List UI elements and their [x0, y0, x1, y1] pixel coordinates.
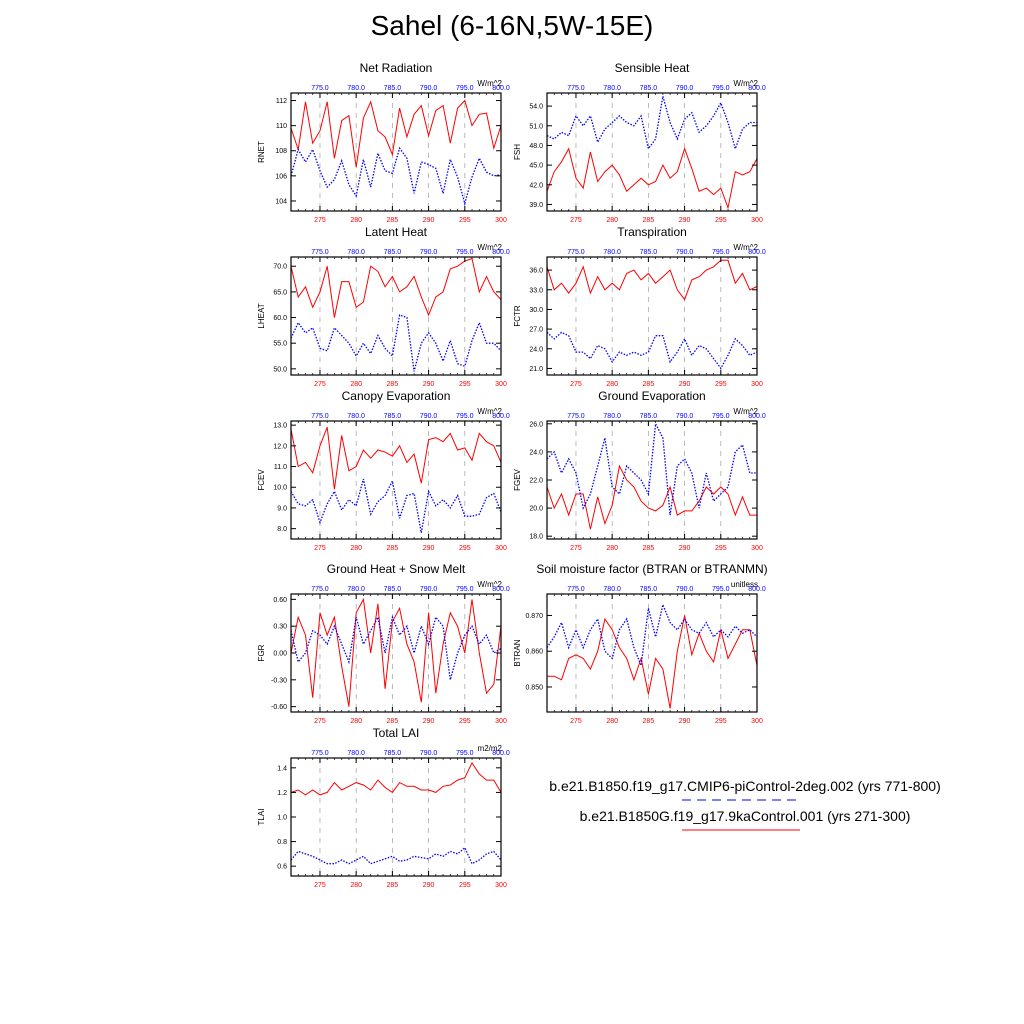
x-tick-label: 285 — [642, 217, 655, 224]
plot-frame — [547, 257, 757, 375]
y-tick-label: 51.0 — [529, 123, 543, 131]
y-tick-label: 24.0 — [529, 346, 543, 354]
series-picontrol-line — [291, 617, 501, 680]
x-tick-label: 300 — [751, 545, 763, 552]
panel-title: Transpiration — [617, 225, 687, 239]
x-tick-label: 275 — [314, 217, 326, 224]
units-label: W/m^2 — [733, 79, 758, 88]
y-tick-label: -0.30 — [271, 677, 287, 685]
units-label: W/m^2 — [477, 79, 502, 88]
x-top-tick-label: 790.0 — [675, 85, 694, 92]
y-tick-label: 13.0 — [273, 422, 287, 430]
x-top-tick-label: 800.0 — [748, 413, 766, 420]
x-top-tick-label: 785.0 — [383, 249, 402, 256]
plot-frame — [291, 594, 501, 712]
units-label: W/m^2 — [477, 407, 502, 416]
x-tick-label: 280 — [606, 545, 619, 552]
y-tick-label: 48.0 — [529, 142, 543, 150]
x-top-tick-label: 790.0 — [675, 413, 694, 420]
x-top-tick-label: 780.0 — [603, 249, 621, 256]
x-top-tick-label: 795.0 — [712, 85, 730, 92]
series-picontrol-line — [291, 479, 501, 533]
x-tick-label: 290 — [678, 217, 691, 224]
x-top-tick-label: 775.0 — [311, 249, 329, 256]
x-top-tick-label: 800.0 — [492, 249, 510, 256]
y-tick-label: 12.0 — [273, 443, 287, 451]
x-top-tick-label: 800.0 — [748, 586, 766, 593]
x-top-tick-label: 785.0 — [383, 750, 402, 757]
series-9ka-line — [547, 260, 757, 299]
x-tick-label: 290 — [422, 718, 435, 725]
x-top-tick-label: 800.0 — [492, 413, 510, 420]
panel-title: Sensible Heat — [614, 61, 690, 75]
plot-frame — [547, 93, 757, 211]
y-tick-label: 0.6 — [277, 863, 287, 871]
y-axis-label: FSH — [513, 144, 522, 160]
x-tick-label: 300 — [495, 545, 507, 552]
y-tick-label: 108 — [275, 148, 287, 156]
x-top-tick-label: 785.0 — [383, 85, 402, 92]
panel-title: Canopy Evaporation — [341, 389, 451, 403]
series-picontrol-line — [547, 424, 757, 515]
x-tick-label: 285 — [386, 217, 399, 224]
y-axis-label: FCTR — [513, 305, 522, 327]
x-tick-label: 300 — [495, 718, 507, 725]
series-9ka-line — [291, 763, 501, 795]
y-tick-label: 1.2 — [277, 789, 287, 797]
x-tick-label: 290 — [678, 381, 691, 388]
legend-entry-pi — [540, 778, 950, 806]
series-9ka-line — [547, 149, 757, 208]
y-axis-label: RNET — [257, 141, 266, 163]
panel-fsh — [513, 61, 766, 224]
x-tick-label: 280 — [350, 217, 363, 224]
series-9ka-line — [291, 101, 501, 168]
x-tick-label: 285 — [642, 545, 655, 552]
x-top-tick-label: 775.0 — [311, 586, 329, 593]
x-tick-label: 295 — [714, 217, 727, 224]
x-top-tick-label: 780.0 — [347, 586, 365, 593]
x-top-tick-label: 790.0 — [675, 586, 694, 593]
x-tick-label: 275 — [314, 718, 326, 725]
panel-fgev — [513, 389, 766, 552]
x-tick-label: 295 — [714, 718, 727, 725]
plot-frame — [547, 421, 757, 539]
y-tick-label: 24.0 — [529, 449, 543, 457]
y-tick-label: 0.30 — [273, 623, 287, 631]
x-top-tick-label: 800.0 — [492, 586, 510, 593]
y-axis-label: BTRAN — [513, 639, 522, 667]
x-top-tick-label: 780.0 — [603, 586, 621, 593]
x-top-tick-label: 780.0 — [347, 85, 365, 92]
panel-title: Total LAI — [372, 726, 420, 740]
y-tick-label: 30.0 — [529, 306, 543, 314]
y-tick-label: 21.0 — [529, 365, 543, 373]
y-tick-label: 60.0 — [273, 315, 287, 323]
series-picontrol-line — [291, 315, 501, 371]
x-tick-label: 300 — [495, 381, 507, 388]
x-top-tick-label: 785.0 — [639, 85, 658, 92]
y-tick-label: 1.4 — [277, 765, 287, 773]
x-tick-label: 295 — [458, 545, 471, 552]
x-top-tick-label: 795.0 — [456, 413, 474, 420]
x-tick-label: 280 — [350, 381, 363, 388]
x-top-tick-label: 775.0 — [311, 413, 329, 420]
units-label: W/m^2 — [477, 580, 502, 589]
y-tick-label: 10.0 — [273, 484, 287, 492]
x-top-tick-label: 780.0 — [347, 750, 365, 757]
x-top-tick-label: 785.0 — [383, 586, 402, 593]
y-tick-label: 50.0 — [273, 366, 287, 374]
y-tick-label: -0.60 — [271, 704, 287, 712]
plot-frame — [291, 93, 501, 211]
legend-swatch-9ka — [540, 824, 950, 836]
y-tick-label: 0.00 — [273, 650, 287, 658]
x-top-tick-label: 775.0 — [567, 249, 585, 256]
legend-label-9ka: b.e21.B1850G.f19_g17.9kaControl.001 (yrs 271-300) — [579, 808, 911, 824]
panel-title: Soil moisture factor (BTRAN or BTRANMN) — [536, 562, 768, 576]
x-tick-label: 295 — [714, 381, 727, 388]
x-top-tick-label: 780.0 — [347, 249, 365, 256]
units-label: W/m^2 — [477, 243, 502, 252]
x-tick-label: 295 — [458, 718, 471, 725]
series-picontrol-line — [547, 332, 757, 368]
panel-title: Ground Heat + Snow Melt — [326, 562, 466, 576]
legend-entry-9ka — [540, 808, 950, 836]
panel-fgr — [257, 562, 510, 725]
x-tick-label: 285 — [386, 882, 399, 889]
x-top-tick-label: 795.0 — [456, 750, 474, 757]
y-tick-label: 104 — [275, 198, 287, 206]
x-tick-label: 275 — [314, 545, 326, 552]
legend-label-pi: b.e21.B1850.f19_g17.CMIP6-piControl-2deg.002 (yrs 771-800) — [549, 778, 941, 794]
y-tick-label: 22.0 — [529, 477, 543, 485]
x-tick-label: 290 — [678, 545, 691, 552]
x-top-tick-label: 795.0 — [712, 586, 730, 593]
y-tick-label: 18.0 — [529, 533, 543, 541]
y-axis-label: FCEV — [257, 469, 266, 491]
y-tick-label: 55.0 — [273, 340, 287, 348]
x-tick-label: 280 — [350, 718, 363, 725]
y-tick-label: 20.0 — [529, 505, 543, 513]
y-axis-label: FGEV — [513, 469, 522, 491]
panel-rnet — [257, 61, 510, 224]
x-tick-label: 275 — [570, 718, 582, 725]
x-top-tick-label: 785.0 — [639, 249, 658, 256]
y-tick-label: 36.0 — [529, 267, 543, 275]
x-tick-label: 285 — [642, 718, 655, 725]
panel-lheat — [257, 225, 510, 388]
x-tick-label: 295 — [714, 545, 727, 552]
y-tick-label: 8.0 — [277, 526, 287, 534]
x-tick-label: 290 — [422, 381, 435, 388]
x-tick-label: 290 — [422, 545, 435, 552]
x-top-tick-label: 795.0 — [456, 249, 474, 256]
y-tick-label: 11.0 — [273, 464, 287, 472]
x-top-tick-label: 790.0 — [675, 249, 694, 256]
y-axis-label: LHEAT — [257, 303, 266, 329]
series-9ka-line — [547, 616, 757, 709]
y-tick-label: 65.0 — [273, 289, 287, 297]
panel-title: Latent Heat — [364, 225, 428, 239]
x-tick-label: 275 — [314, 381, 326, 388]
panel-fctr — [513, 225, 766, 388]
figure-title: Sahel (6-16N,5W-15E) — [370, 10, 654, 41]
series-9ka-line — [547, 466, 757, 529]
x-tick-label: 290 — [422, 217, 435, 224]
x-top-tick-label: 785.0 — [639, 413, 658, 420]
y-tick-label: 112 — [275, 98, 287, 106]
series-picontrol-line — [291, 148, 501, 203]
y-tick-label: 9.0 — [277, 505, 287, 513]
x-top-tick-label: 800.0 — [492, 85, 510, 92]
y-tick-label: 42.0 — [529, 182, 543, 190]
x-top-tick-label: 795.0 — [456, 586, 474, 593]
y-tick-label: 0.860 — [525, 648, 543, 656]
panel-title: Ground Evaporation — [598, 389, 706, 403]
x-top-tick-label: 775.0 — [567, 413, 585, 420]
y-axis-label: FGR — [257, 644, 266, 662]
x-top-tick-label: 790.0 — [419, 85, 438, 92]
x-top-tick-label: 795.0 — [712, 249, 730, 256]
series-9ka-line — [291, 599, 501, 706]
x-tick-label: 285 — [386, 718, 399, 725]
x-tick-label: 295 — [458, 381, 471, 388]
x-tick-label: 275 — [570, 545, 582, 552]
y-tick-label: 33.0 — [529, 287, 543, 295]
units-label: W/m^2 — [733, 243, 758, 252]
x-tick-label: 290 — [422, 882, 435, 889]
x-top-tick-label: 780.0 — [603, 413, 621, 420]
units-label: W/m^2 — [733, 407, 758, 416]
x-tick-label: 280 — [350, 882, 363, 889]
panel-title: Net Radiation — [359, 61, 433, 75]
y-tick-label: 0.8 — [277, 839, 287, 847]
y-tick-label: 0.870 — [525, 612, 543, 620]
y-tick-label: 45.0 — [529, 162, 543, 170]
x-tick-label: 300 — [751, 718, 763, 725]
x-tick-label: 295 — [458, 882, 471, 889]
series-9ka-line — [291, 259, 501, 318]
panel-btran — [513, 562, 768, 725]
x-top-tick-label: 780.0 — [603, 85, 621, 92]
x-tick-label: 280 — [606, 217, 619, 224]
units-label: m2/m2 — [477, 744, 502, 753]
y-tick-label: 110 — [275, 123, 287, 131]
plot-frame — [547, 594, 757, 712]
units-label: unitless — [730, 580, 758, 589]
x-tick-label: 300 — [495, 217, 507, 224]
y-tick-label: 27.0 — [529, 326, 543, 334]
x-top-tick-label: 795.0 — [456, 85, 474, 92]
plot-frame — [291, 257, 501, 375]
x-top-tick-label: 790.0 — [419, 249, 438, 256]
x-top-tick-label: 790.0 — [419, 750, 438, 757]
x-tick-label: 300 — [751, 217, 763, 224]
x-top-tick-label: 790.0 — [419, 586, 438, 593]
x-tick-label: 300 — [751, 381, 763, 388]
x-top-tick-label: 775.0 — [567, 85, 585, 92]
x-top-tick-label: 775.0 — [567, 586, 585, 593]
y-tick-label: 70.0 — [273, 263, 287, 271]
y-tick-label: 0.60 — [273, 596, 287, 604]
panel-tlai — [257, 726, 510, 889]
x-tick-label: 300 — [495, 882, 507, 889]
legend-swatch-pi — [540, 794, 950, 806]
x-top-tick-label: 785.0 — [383, 413, 402, 420]
x-top-tick-label: 800.0 — [492, 750, 510, 757]
series-picontrol-line — [547, 96, 757, 148]
x-top-tick-label: 775.0 — [311, 750, 329, 757]
x-top-tick-label: 780.0 — [347, 413, 365, 420]
x-tick-label: 275 — [570, 217, 582, 224]
x-tick-label: 280 — [350, 545, 363, 552]
x-top-tick-label: 785.0 — [639, 586, 658, 593]
panel-fcev — [257, 389, 510, 552]
plot-frame — [291, 758, 501, 876]
x-tick-label: 285 — [386, 545, 399, 552]
x-top-tick-label: 800.0 — [748, 85, 766, 92]
x-top-tick-label: 800.0 — [748, 249, 766, 256]
y-tick-label: 106 — [275, 173, 287, 181]
x-tick-label: 285 — [642, 381, 655, 388]
y-tick-label: 54.0 — [529, 103, 543, 111]
x-tick-label: 280 — [606, 718, 619, 725]
x-top-tick-label: 775.0 — [311, 85, 329, 92]
x-tick-label: 275 — [570, 381, 582, 388]
x-top-tick-label: 795.0 — [712, 413, 730, 420]
x-tick-label: 290 — [678, 718, 691, 725]
x-tick-label: 275 — [314, 882, 326, 889]
series-9ka-line — [291, 427, 501, 489]
y-tick-label: 26.0 — [529, 421, 543, 429]
x-tick-label: 280 — [606, 381, 619, 388]
y-tick-label: 0.850 — [525, 684, 543, 692]
y-tick-label: 39.0 — [529, 201, 543, 209]
y-axis-label: TLAI — [257, 808, 266, 826]
x-top-tick-label: 790.0 — [419, 413, 438, 420]
y-tick-label: 1.0 — [277, 814, 287, 822]
x-tick-label: 295 — [458, 217, 471, 224]
x-tick-label: 285 — [386, 381, 399, 388]
series-picontrol-line — [291, 848, 501, 864]
